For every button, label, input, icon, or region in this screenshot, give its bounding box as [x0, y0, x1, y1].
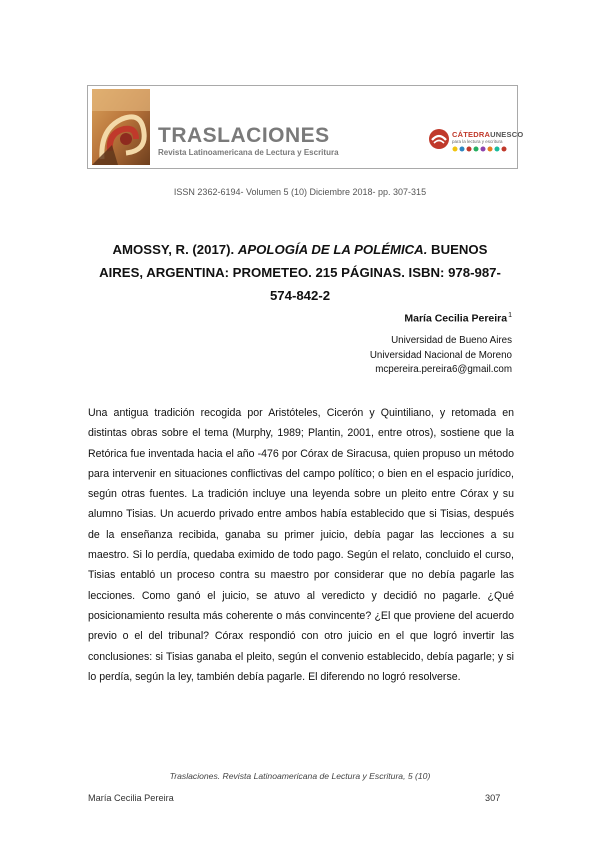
footer-author: María Cecilia Pereira: [88, 793, 174, 803]
title-part-3: BUENOS AIRES, ARGENTINA: PROMETEO. 215 PÁGINAS. ISBN: 978-987-574-842-2: [99, 242, 501, 303]
journal-banner: [87, 85, 524, 169]
flags-icon: [452, 146, 512, 152]
catedra-subtitle: para la lectura y escritura: [452, 139, 503, 144]
author-email[interactable]: mcpereira.pereira6@gmail.com: [375, 364, 512, 375]
title-part-1: AMOSSY, R. (2017).: [112, 242, 238, 257]
title-book-name: APOLOGÍA DE LA POLÉMICA.: [237, 242, 428, 257]
footer-journal-citation: Traslaciones. Revista Latinoamericana de Lectura y Escritura, 5 (10): [169, 771, 431, 781]
journal-art-logo: [92, 89, 150, 165]
catedra-emblem-icon: [428, 128, 450, 150]
article-title: [95, 238, 505, 307]
catedra-unesco-logo: [428, 126, 524, 164]
author-affiliations: [370, 334, 512, 378]
page-number: 307: [485, 793, 501, 803]
issn-line: ISSN 2362-6194- Volumen 5 (10) Diciembre 2018- pp. 307-315: [173, 187, 427, 197]
catedra-brand: UNESCO: [490, 130, 524, 139]
affiliation-uba: Universidad de Bueno Aires: [391, 335, 512, 346]
footnote-marker[interactable]: 1: [508, 312, 512, 319]
author-name: María Cecilia Pereira: [404, 312, 508, 325]
journal-subtitle: Revista Latinoamericana de Lectura y Escritura: [158, 148, 339, 157]
author-name-block: [404, 312, 512, 325]
affiliation-unm: Universidad Nacional de Moreno: [369, 349, 512, 361]
body-paragraph: Una antigua tradición recogida por Aristóteles, Cicerón y Quintiliano, y retomada en distintas obras sobre el tema (Murphy, 1989; Plantin, 2001, entre otros), sostiene que la Retórica fue inventada hacia el año -476 por Córax de Siracusa, quien propuso un método para intervenir en situaciones conflictivas del campo político; o bien en el espacio jurídico, según otras fuentes. La tradición incluye una leyenda sobre un pleito entre Córax y su alumno Tisias. Un acuerdo privado entre ambos había establecido que si Tisias, después de la enseñanza recibida, ganaba su primer juicio, debía pagar las lecciones a su maestro. Si lo perdía, quedaba eximido de todo pago. Según el relato, concluido el curso, Tisias entabló un proceso contra su maestro por considerar que no debía pagarle las lecciones. Como ganó el juicio, se atuvo al veredicto y decidió no pagarle. ¿Qué posicionamiento resulta más coherente o más convincente? ¿El que proviene del acuerdo previo o el del tribunal? Córax respondió con otro juicio en el que logró invertir las conclusiones: si Tisias ganaba el pleito, según el convenio establecido, debía pagarle; y si lo perdía, según la ley, también debía pagarle. El diferendo no logró resolverse.: [88, 407, 514, 683]
journal-name: TRASLACIONES: [158, 124, 330, 147]
catedra-prefix: CÁTEDRA: [452, 130, 491, 139]
catedra-title: [452, 130, 523, 139]
